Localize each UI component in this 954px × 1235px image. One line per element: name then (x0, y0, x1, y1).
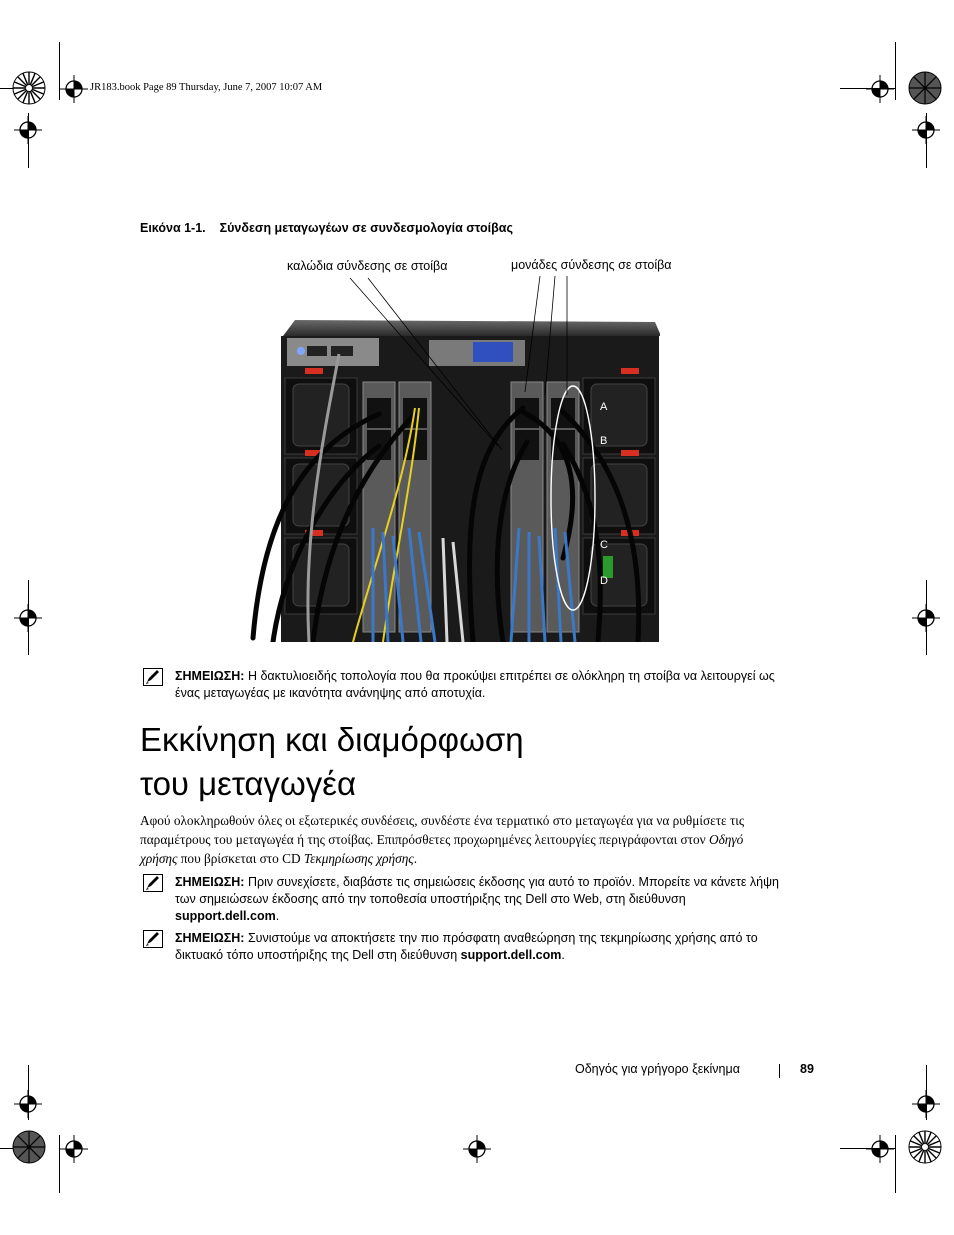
note-label: ΣΗΜΕΙΩΣΗ: (175, 669, 245, 683)
registration-mark-icon (866, 1135, 894, 1163)
body-paragraph: Αφού ολοκληρωθούν όλες οι εξωτερικές συνδέσεις, συνδέστε ένα τερματικό στο μεταγωγέα για να ρυθμίσετε τις παραμέτρους του μεταγωγέα ή της στοίβας. Επιπρόσθετες προχωρημένες λειτουργίες περιγράφονται στον Οδηγό χρήσης που βρίσκεται στο CD Τεκμηρίωσης χρήσης. (140, 813, 745, 866)
callout-stacking-cables: καλώδια σύνδεσης σε στοίβα (287, 259, 448, 273)
note-label: ΣΗΜΕΙΩΣΗ: (175, 875, 245, 889)
footer-separator (779, 1064, 780, 1078)
section-heading (140, 718, 780, 806)
port-label-d: D (600, 575, 608, 587)
heading-line-1: Εκκίνηση και διαμόρφωση (140, 721, 524, 758)
print-header: JR183.book Page 89 Thursday, June 7, 2007 10:07 AM (90, 82, 323, 93)
star-target-icon (12, 1130, 46, 1164)
callout-stacking-modules: μονάδες σύνδεσης σε στοίβα (511, 258, 672, 272)
note-ring-topology (143, 668, 793, 702)
note-pencil-icon (143, 874, 163, 892)
heading-line-2: του μεταγωγέα (140, 765, 357, 802)
note-pencil-icon (143, 930, 163, 948)
italic-documentation-cd: Τεκμηρίωσης χρήσης (303, 851, 414, 866)
support-link[interactable]: support.dell.com (460, 948, 562, 962)
italic-user-guide: Οδηγό χρήσης (140, 832, 744, 866)
figure-title: Σύνδεση μεταγωγέων σε συνδεσμολογία στοίβας (219, 221, 513, 235)
registration-mark-icon (912, 1090, 940, 1118)
registration-mark-icon (14, 1090, 42, 1118)
note-latest-docs: ΣΗΜΕΙΩΣΗ: Συνιστούμε να αποκτήσετε την πιο πρόσφατη αναθεώρηση της τεκμηρίωσης χρήσης από το δικτυακό τόπο υποστήριξης της Dell στη διεύθυνση support.dell.com. (143, 930, 793, 964)
registration-mark-icon (60, 1135, 88, 1163)
star-target-icon (908, 1130, 942, 1164)
port-label-c: C (600, 539, 608, 551)
registration-mark-icon (463, 1135, 491, 1163)
note-release-notes: ΣΗΜΕΙΩΣΗ: Πριν συνεχίσετε, διαβάστε τις σημειώσεις έκδοσης για αυτό το προϊόν. Μπορείτε να κάνετε λήψη των σημειώσεων έκδοσης από την τοποθεσία υποστήριξης της Dell στο Web, στη διεύθυνση support.dell.com. (143, 874, 793, 925)
footer-guide-title: Οδηγός για γρήγορο ξεκίνημα (575, 1062, 740, 1076)
page-number: 89 (800, 1062, 814, 1076)
note-pencil-icon (143, 668, 163, 686)
note-text: Η δακτυλιοειδής τοπολογία που θα προκύψει επιτρέπει σε ολόκληρη τη στοίβα να λειτουργεί ως ένας μεταγωγέας με ικανότητα ανάνηψης από αποτυχία. (175, 669, 775, 700)
port-label-a: A (600, 401, 608, 413)
note-label: ΣΗΜΕΙΩΣΗ: (175, 931, 245, 945)
figure-number: Εικόνα 1-1. (140, 221, 206, 235)
support-link[interactable]: support.dell.com (175, 909, 276, 923)
crop-mark (895, 1135, 896, 1193)
port-label-b: B (600, 435, 608, 447)
